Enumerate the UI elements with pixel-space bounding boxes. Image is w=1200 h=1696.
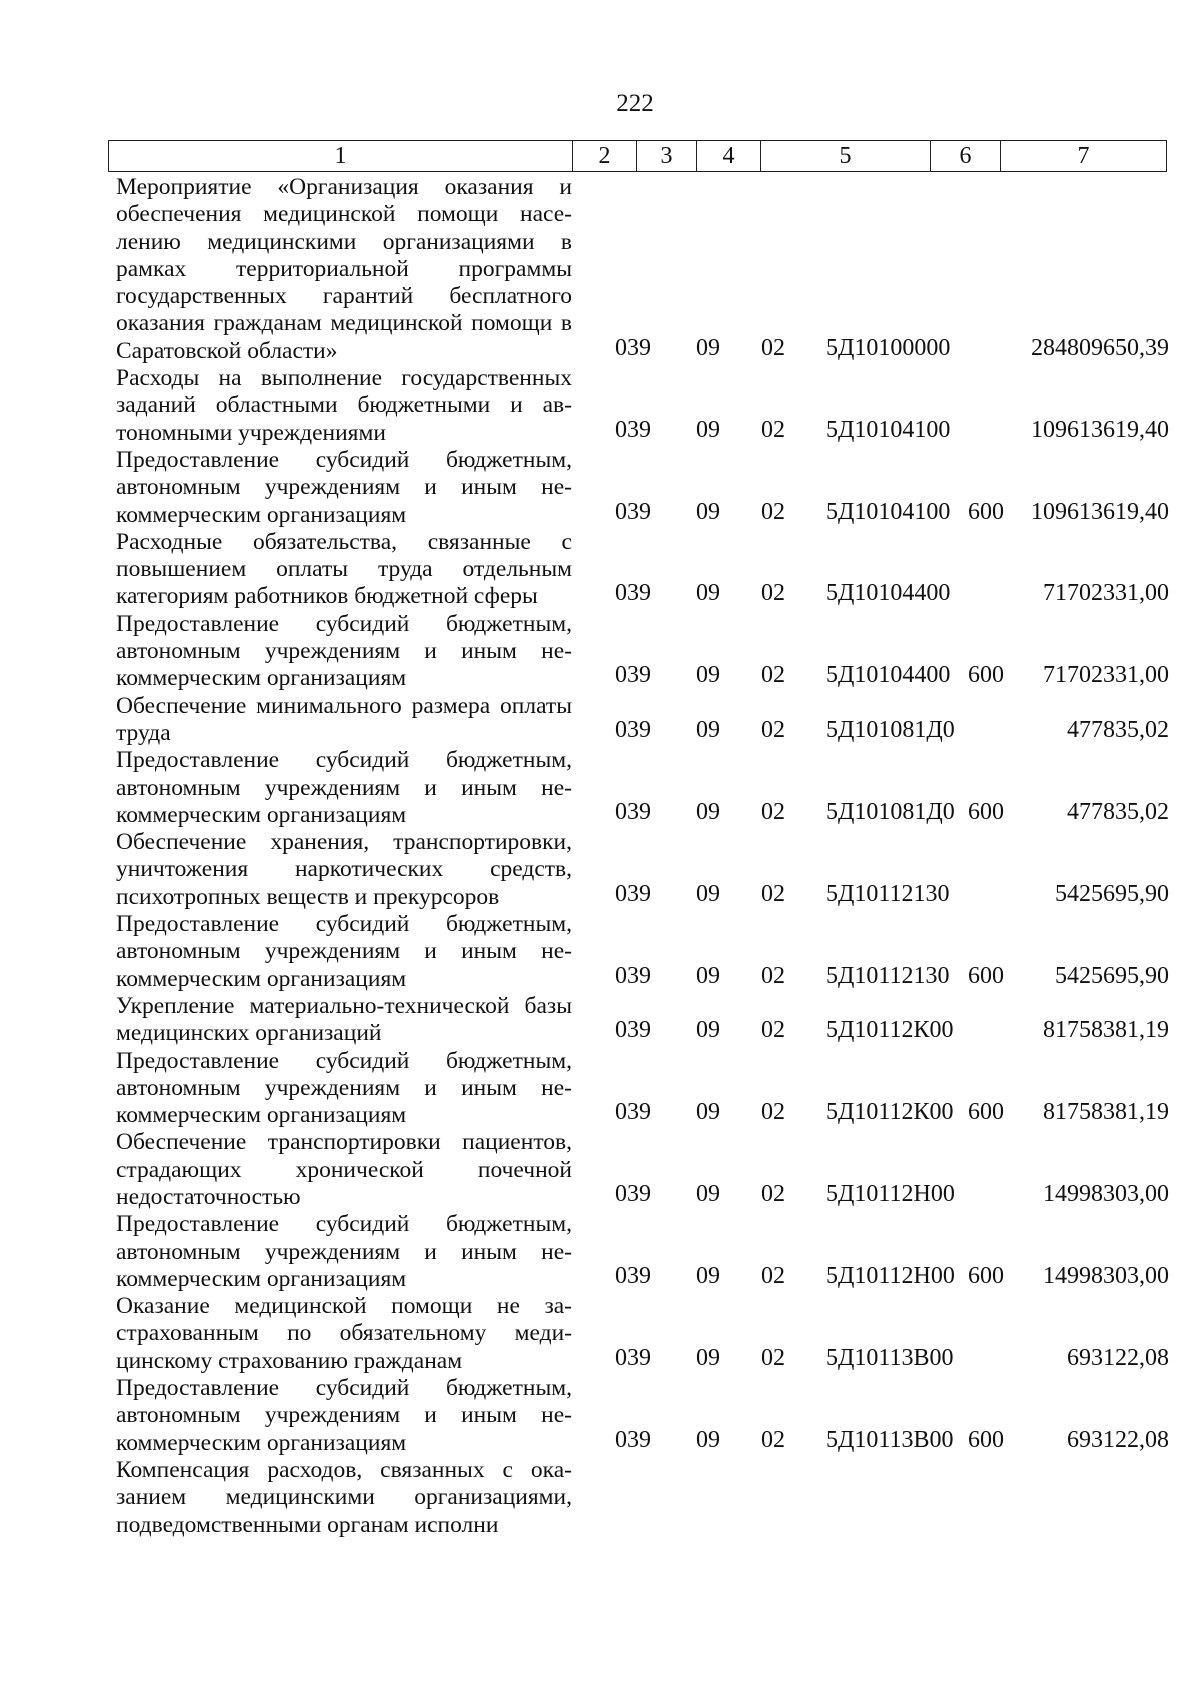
row-section: 09 [696,1099,720,1126]
table-row [116,611,1176,693]
row-subsection: 02 [761,580,785,607]
row-amount: 477835,02 [1067,716,1169,743]
row-amount: 14998303,00 [1043,1180,1169,1207]
table-row [116,1375,1176,1457]
table-row [116,1457,1176,1539]
row-target-code: 5Д10104100 [826,416,951,443]
row-subsection: 02 [761,962,785,989]
budget-rows [116,174,1176,1539]
row-subsection: 02 [761,1180,785,1207]
row-amount: 71702331,00 [1043,662,1169,689]
row-chapter: 039 [615,416,651,443]
row-description: Обеспечение транспортировки пациентов, страдающих хронической почечной недостаточностью [116,1129,572,1210]
row-section: 09 [696,1017,720,1044]
row-description: Расходные обязательства, связанные с повышением оплаты труда отдельным категориям работников бюджетной сферы [116,528,572,610]
row-target-code: 5Д10112К00 [826,1099,954,1126]
row-target-code: 5Д101081Д0 [826,716,955,743]
table-row [116,174,1176,365]
table-row [116,829,1176,911]
row-chapter: 039 [615,962,651,989]
row-subsection: 02 [761,498,785,525]
row-expense-type: 600 [968,1099,1004,1126]
row-section: 09 [696,880,720,907]
column-header: 1 [109,141,573,172]
row-subsection: 02 [761,1017,785,1044]
row-description: Предоставление субсидий бюджетным, автономным учреждениям и иным некоммерческим организациям [116,747,572,828]
row-amount: 477835,02 [1067,798,1169,825]
row-subsection: 02 [761,1344,785,1371]
row-description: Обеспечение минимального размера оплаты труда [116,692,572,746]
row-section: 09 [696,416,720,443]
row-section: 09 [696,334,720,361]
row-section: 09 [696,1426,720,1453]
row-amount: 14998303,00 [1043,1262,1169,1289]
row-subsection: 02 [761,1426,785,1453]
row-section: 09 [696,962,720,989]
row-chapter: 039 [615,1426,651,1453]
row-target-code: 5Д10112Н00 [826,1180,955,1207]
table-row [116,365,1176,447]
row-amount: 81758381,19 [1043,1099,1169,1126]
row-description: Предоставление субсидий бюджетным, автономным учреждениям и иным некоммерческим организациям [116,610,572,692]
row-target-code: 5Д10113В00 [826,1344,954,1371]
row-section: 09 [696,798,720,825]
row-description: Предоставление субсидий бюджетным, автономным учреждениям и иным некоммерческим организациям [116,911,572,992]
row-subsection: 02 [761,416,785,443]
table-row [116,911,1176,993]
row-description: Предоставление субсидий бюджетным, автономным учреждениям и иным некоммерческим организациям [116,1047,572,1129]
row-chapter: 039 [615,580,651,607]
table-row [116,1211,1176,1293]
row-expense-type: 600 [968,662,1004,689]
row-section: 09 [696,1262,720,1289]
row-section: 09 [696,498,720,525]
row-amount: 284809650,39 [1031,334,1169,361]
column-header: 4 [697,141,761,172]
row-description: Оказание медицинской помощи не застрахованным по обязательному медицинскому страхованию гражданам [116,1293,572,1374]
row-chapter: 039 [615,798,651,825]
column-header: 7 [1001,141,1167,172]
row-target-code: 5Д10112К00 [826,1017,954,1044]
row-subsection: 02 [761,880,785,907]
column-header-table [108,140,1167,172]
table-row [116,1293,1176,1375]
row-amount: 5425695,90 [1055,880,1169,907]
row-chapter: 039 [615,716,651,743]
table-row [116,529,1176,611]
row-amount: 109613619,40 [1031,498,1169,525]
row-amount: 81758381,19 [1043,1017,1169,1044]
column-header-row [109,141,1167,172]
row-description: Компенсация расходов, связанных с оказанием медицинскими организациями, подведомственными органам исполни [116,1456,572,1538]
column-header: 2 [573,141,637,172]
row-section: 09 [696,1180,720,1207]
row-description: Предоставление субсидий бюджетным, автономным учреждениям и иным некоммерческим организациям [116,446,572,528]
table-row [116,747,1176,829]
row-expense-type: 600 [968,1262,1004,1289]
row-expense-type: 600 [968,962,1004,989]
table-row [116,993,1176,1048]
row-amount: 693122,08 [1067,1426,1169,1453]
row-expense-type: 600 [968,798,1004,825]
page-number: 222 [616,90,654,117]
row-chapter: 039 [615,1099,651,1126]
row-target-code: 5Д10112130 [826,880,950,907]
row-section: 09 [696,1344,720,1371]
row-subsection: 02 [761,798,785,825]
row-amount: 5425695,90 [1055,962,1169,989]
row-target-code: 5Д10104400 [826,580,951,607]
row-target-code: 5Д10104400 [826,662,951,689]
row-chapter: 039 [615,1180,651,1207]
row-chapter: 039 [615,334,651,361]
table-row [116,447,1176,529]
row-target-code: 5Д10104100 [826,498,951,525]
row-amount: 693122,08 [1067,1344,1169,1371]
table-row [116,693,1176,748]
row-amount: 109613619,40 [1031,416,1169,443]
row-target-code: 5Д10100000 [826,334,951,361]
column-header: 3 [637,141,697,172]
row-section: 09 [696,716,720,743]
row-expense-type: 600 [968,498,1004,525]
row-section: 09 [696,662,720,689]
row-description: Укрепление материально-технической базы медицинских организаций [116,992,572,1047]
table-row [116,1129,1176,1211]
row-chapter: 039 [615,1262,651,1289]
row-subsection: 02 [761,662,785,689]
row-subsection: 02 [761,1262,785,1289]
row-subsection: 02 [761,334,785,361]
row-amount: 71702331,00 [1043,580,1169,607]
row-description: Мероприятие «Организация оказания и обеспечения медицинской помощи населению медицинскими организациями в рамках территориальной программы государственных гарантий бесплатного оказания гражданам медицинской помощи в Саратовской области» [116,174,572,364]
row-expense-type: 600 [968,1426,1004,1453]
column-header: 6 [931,141,1001,172]
row-target-code: 5Д10112Н00 [826,1262,955,1289]
row-target-code: 5Д10113В00 [826,1426,954,1453]
row-chapter: 039 [615,880,651,907]
row-chapter: 039 [615,1017,651,1044]
row-chapter: 039 [615,1344,651,1371]
row-section: 09 [696,580,720,607]
row-subsection: 02 [761,716,785,743]
row-description: Предоставление субсидий бюджетным, автономным учреждениям и иным некоммерческим организациям [116,1211,572,1292]
row-description: Предоставление субсидий бюджетным, автономным учреждениям и иным некоммерческим организациям [116,1375,572,1456]
row-target-code: 5Д101081Д0 [826,798,955,825]
row-description: Обеспечение хранения, транспортировки, уничтожения наркотических средств, психотропных веществ и прекурсоров [116,829,572,910]
row-target-code: 5Д10112130 [826,962,950,989]
row-subsection: 02 [761,1099,785,1126]
table-row [116,1048,1176,1130]
row-chapter: 039 [615,498,651,525]
row-chapter: 039 [615,662,651,689]
column-header: 5 [761,141,931,172]
row-description: Расходы на выполнение государственных заданий областными бюджетными и автономными учреждениями [116,365,572,446]
